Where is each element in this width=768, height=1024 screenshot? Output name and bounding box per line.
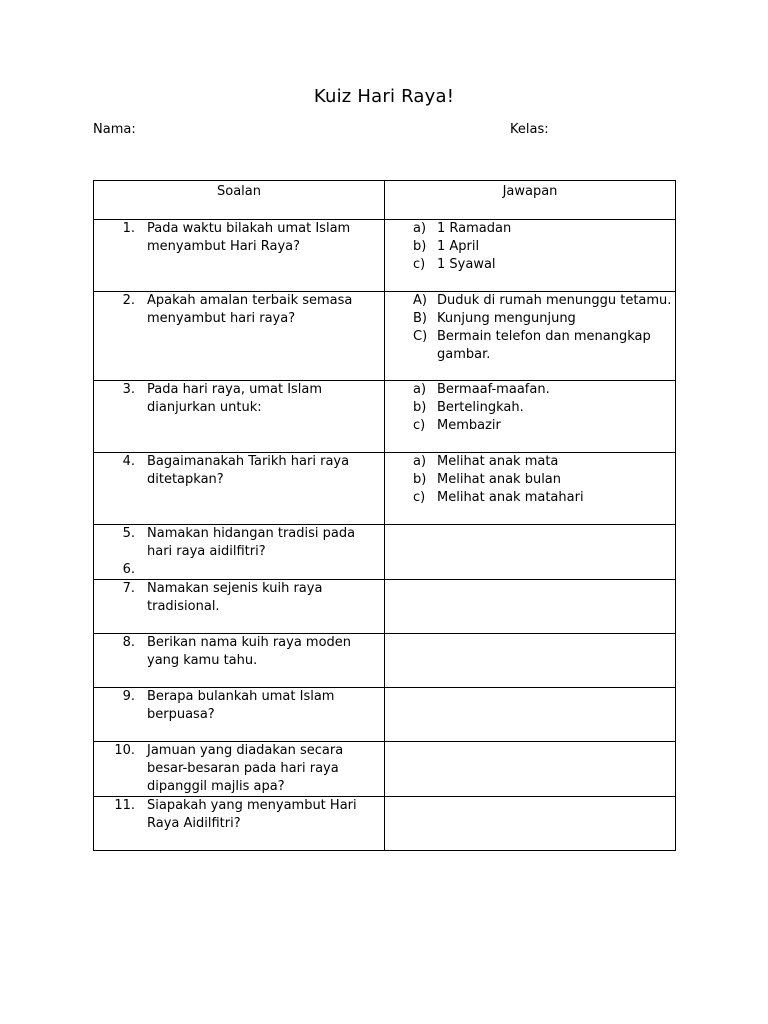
answer-option xyxy=(385,489,675,507)
question-cell xyxy=(94,797,385,851)
option-label: c) xyxy=(413,418,426,433)
table-row xyxy=(94,525,676,580)
table-row xyxy=(94,797,676,851)
kelas-label: Kelas: xyxy=(510,122,549,137)
table-row xyxy=(94,742,676,797)
table-row xyxy=(94,634,676,688)
question-text: Pada hari raya, umat Islam dianjurkan untuk: xyxy=(147,382,323,415)
answer-option xyxy=(385,238,675,256)
question-text: Namakan sejenis kuih raya tradisional. xyxy=(147,581,323,614)
question-cell xyxy=(94,381,385,453)
answer-cell xyxy=(385,634,676,688)
option-label: C) xyxy=(413,329,428,344)
header-jawapan: Jawapan xyxy=(385,181,676,220)
question-number: 7. xyxy=(122,581,135,596)
question-text: Bagaimanakah Tarikh hari raya ditetapkan? xyxy=(147,454,350,487)
option-label: a) xyxy=(413,382,427,397)
option-text: Bertelingkah. xyxy=(437,400,524,415)
option-label: b) xyxy=(413,400,427,415)
question-cell xyxy=(94,292,385,381)
question-text: Siapakah yang menyambut Hari Raya Aidilfitri? xyxy=(147,798,357,831)
table-row xyxy=(94,580,676,634)
option-text: Melihat anak mata xyxy=(437,454,559,469)
question-cell xyxy=(94,634,385,688)
question-text: Namakan hidangan tradisi pada hari raya aidilfitri? xyxy=(147,526,356,559)
answer-option xyxy=(385,381,675,399)
question-line xyxy=(94,742,384,796)
quiz-body xyxy=(94,220,676,851)
answer-option xyxy=(385,292,675,310)
table-row xyxy=(94,453,676,525)
question-line xyxy=(94,381,384,417)
answer-cell xyxy=(385,797,676,851)
nama-label: Nama: xyxy=(93,122,136,137)
option-label: c) xyxy=(413,257,426,272)
question-cell xyxy=(94,742,385,797)
question-cell xyxy=(94,525,385,580)
question-line xyxy=(94,292,384,328)
option-text: 1 Ramadan xyxy=(437,221,512,236)
option-text: 1 Syawal xyxy=(437,257,496,272)
option-text: Bermaaf-maafan. xyxy=(437,382,550,397)
answer-option xyxy=(385,471,675,489)
option-text: Bermain telefon dan menangkap gambar. xyxy=(437,329,651,362)
table-row xyxy=(94,220,676,292)
option-text: Melihat anak bulan xyxy=(437,472,562,487)
question-number: 4. xyxy=(122,454,135,469)
table-row xyxy=(94,381,676,453)
question-number: 9. xyxy=(122,689,135,704)
question-text: Jamuan yang diadakan secara besar-besaran pada hari raya dipanggil majlis apa? xyxy=(147,743,344,794)
option-label: a) xyxy=(413,454,427,469)
question-number: 3. xyxy=(122,382,135,397)
answer-option xyxy=(385,328,675,364)
question-number: 5. xyxy=(122,526,135,541)
answer-option xyxy=(385,453,675,471)
question-number: 2. xyxy=(122,293,135,308)
option-text: Kunjung mengunjung xyxy=(437,311,576,326)
table-header-row xyxy=(94,181,676,220)
option-label: a) xyxy=(413,221,427,236)
question-number: 11. xyxy=(114,798,135,813)
answer-option xyxy=(385,310,675,328)
question-cell xyxy=(94,580,385,634)
question-line xyxy=(94,797,384,833)
question-cell xyxy=(94,220,385,292)
header-soalan: Soalan xyxy=(94,181,385,220)
question-line xyxy=(94,561,384,579)
question-number: 8. xyxy=(122,635,135,650)
answer-cell xyxy=(385,688,676,742)
answer-cell xyxy=(385,381,676,453)
option-label: B) xyxy=(413,311,427,326)
question-text: Berikan nama kuih raya moden yang kamu tahu. xyxy=(147,635,352,668)
option-text: Melihat anak matahari xyxy=(437,490,584,505)
table-row xyxy=(94,688,676,742)
question-line xyxy=(94,688,384,724)
question-cell xyxy=(94,453,385,525)
question-number: 10. xyxy=(114,743,135,758)
option-text: Membazir xyxy=(437,418,501,433)
question-number: 6. xyxy=(122,562,135,577)
table-row xyxy=(94,292,676,381)
answer-option xyxy=(385,256,675,274)
answer-cell xyxy=(385,580,676,634)
question-text: Berapa bulankah umat Islam berpuasa? xyxy=(147,689,335,722)
option-label: b) xyxy=(413,472,427,487)
page-title: Kuiz Hari Raya! xyxy=(313,86,455,107)
option-text: 1 April xyxy=(437,239,480,254)
option-label: c) xyxy=(413,490,426,505)
answer-cell xyxy=(385,742,676,797)
question-text: Pada waktu bilakah umat Islam menyambut Hari Raya? xyxy=(147,221,351,254)
question-number: 1. xyxy=(122,221,135,236)
answer-option xyxy=(385,220,675,238)
question-line xyxy=(94,453,384,489)
quiz-table xyxy=(93,180,676,851)
question-line xyxy=(94,525,384,561)
question-line xyxy=(94,220,384,256)
question-line xyxy=(94,580,384,616)
question-text: Apakah amalan terbaik semasa menyambut hari raya? xyxy=(147,293,353,326)
option-label: A) xyxy=(413,293,427,308)
answer-option xyxy=(385,399,675,417)
option-label: b) xyxy=(413,239,427,254)
answer-cell xyxy=(385,220,676,292)
answer-cell xyxy=(385,525,676,580)
answer-cell xyxy=(385,453,676,525)
question-line xyxy=(94,634,384,670)
answer-cell xyxy=(385,292,676,381)
option-text: Duduk di rumah menunggu tetamu. xyxy=(437,293,672,308)
answer-option xyxy=(385,417,675,435)
question-cell xyxy=(94,688,385,742)
